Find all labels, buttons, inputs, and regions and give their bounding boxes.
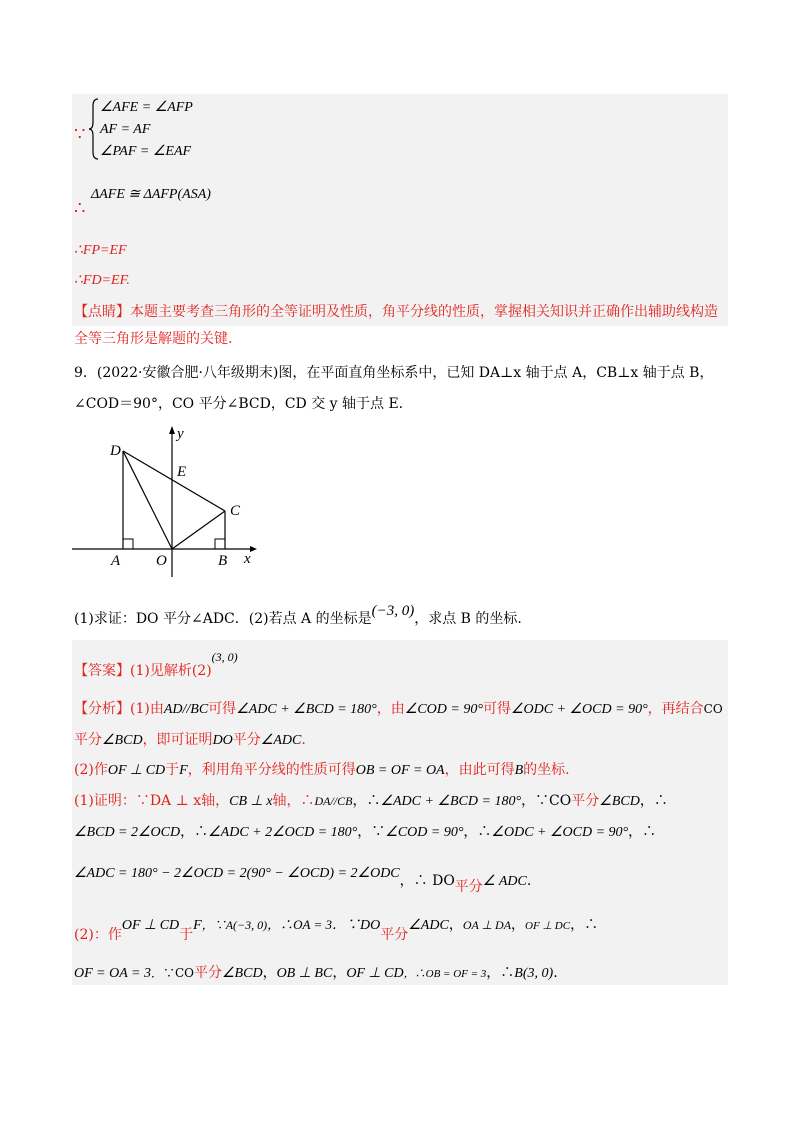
math: B(3, 0): [514, 966, 554, 981]
text: 平分: [232, 732, 261, 748]
label-y: y: [177, 426, 184, 442]
math: OB = OF = OA: [355, 763, 445, 778]
text: 轴，: [201, 793, 230, 809]
label-d: D: [110, 443, 121, 459]
text: 轴，∴: [272, 793, 315, 809]
dianjing-line-2: 全等三角形是解题的关键.: [74, 331, 233, 347]
math: DO: [212, 733, 233, 748]
text: 平分: [454, 879, 483, 895]
math: ∠ADC + ∠BCD = 180°: [236, 702, 377, 717]
x-axis-arrow: [250, 546, 257, 552]
math: ∠ADC + ∠BCD = 180°: [380, 794, 522, 809]
math: ，∴OB = OF = 3: [403, 968, 487, 980]
text: .: [553, 965, 558, 981]
math: OF = OA = 3: [74, 966, 151, 981]
text: (2)作: [74, 762, 108, 778]
text: (1)证明：∵DA ⊥ x: [74, 793, 202, 809]
math: ∠BCD: [222, 966, 263, 981]
solution-line-4: [74, 914, 599, 943]
text: 平分: [571, 793, 600, 809]
text: 可得: [208, 701, 237, 717]
analysis-line-2: [74, 729, 306, 749]
brace-icon: [88, 98, 100, 160]
y-axis-arrow: [169, 426, 175, 434]
text: ．∵CO: [150, 966, 194, 980]
right-angle-a: [123, 539, 133, 549]
math: ∠ ADC: [482, 874, 527, 889]
math: ∠ADC + 2∠OCD = 180°: [208, 825, 358, 840]
sub-question: [74, 603, 522, 628]
text: ，∴: [570, 917, 599, 933]
sub-question-text-b: ，求点 B 的坐标.: [414, 611, 522, 627]
line-fp-ef: ∴FP=EF: [74, 243, 127, 258]
math: OB ⊥ BC: [276, 966, 333, 981]
math: F: [179, 763, 188, 778]
solution-line-3: [74, 862, 532, 895]
text: ，∴: [628, 824, 657, 840]
text: ，再结合: [647, 701, 704, 717]
text: ，由: [376, 701, 405, 717]
math: AD//BC: [163, 702, 209, 717]
math: ，∵A(−3, 0): [201, 918, 268, 932]
label-e: E: [177, 464, 187, 480]
text: ，∴: [486, 965, 515, 981]
math: ∠BCD: [102, 733, 143, 748]
text: 可得: [482, 701, 511, 717]
text: 于: [165, 762, 180, 778]
text: 的坐标.: [523, 762, 570, 778]
answer-text: (1)见解析(2): [130, 663, 212, 679]
answer-tag: 【答案】: [74, 663, 130, 679]
text: ，: [332, 965, 347, 981]
math: ∠ADC: [260, 733, 302, 748]
label-a: A: [111, 553, 121, 569]
math: CO: [703, 702, 723, 716]
coord-a: (−3, 0): [371, 603, 415, 619]
label-c: C: [230, 503, 241, 519]
condition-2: AF = AF: [100, 122, 151, 137]
math: DA//CB: [314, 794, 353, 808]
therefore-symbol: ∴: [74, 198, 86, 219]
math: OA ⊥ DA: [462, 918, 512, 932]
text: ，由此可得: [444, 762, 515, 778]
text: ，利用角平分线的性质可得: [187, 762, 356, 778]
label-x: x: [244, 551, 251, 567]
text: (1)由: [130, 701, 164, 717]
math: ∠BCD = 2∠OCD: [74, 825, 181, 840]
math: CB ⊥ x: [229, 794, 273, 809]
text: ，∵CO: [521, 793, 572, 809]
condition-1: ∠AFE = ∠AFP: [100, 100, 193, 115]
question-line-1: 9．(2022·安徽合肥·八年级期末)图，在平面直角坐标系中，已知 DA⊥x 轴于点 A，CB⊥x 轴于点 B，: [74, 365, 714, 381]
text: ，∴: [639, 793, 668, 809]
text: ，: [511, 917, 526, 933]
math: ∠COD = 90°: [385, 825, 464, 840]
text: ，∵: [357, 824, 386, 840]
math: ∠COD = 90°: [404, 702, 483, 717]
text: .: [526, 873, 532, 889]
sub-question-text-a: (1)求证：DO 平分∠ADC．(2)若点 A 的坐标是: [74, 611, 372, 627]
text: ，即可证明: [142, 732, 213, 748]
answer-line: [74, 650, 238, 680]
math: ∠ADC = 180° − 2∠OCD = 2(90° − ∠OCD) = 2∠ODC: [74, 866, 400, 881]
text: ，∴: [180, 824, 209, 840]
math: F: [193, 918, 202, 933]
segment-oc: [172, 511, 225, 549]
analysis-line-1: [74, 698, 723, 718]
because-symbol: ∵: [74, 124, 86, 145]
math: ∠ODC + ∠OCD = 90°: [491, 825, 629, 840]
text: ，: [448, 917, 463, 933]
math: ∠ODC + ∠OCD = 90°: [510, 702, 648, 717]
coordinate-figure: [70, 422, 260, 582]
dianjing-line-1: [74, 301, 718, 321]
math: OF ⊥ DC: [525, 920, 571, 932]
congruence-conditions: [100, 97, 193, 163]
text: 于: [179, 927, 194, 943]
math: OF ⊥ CD: [121, 918, 180, 933]
congruence-statement: ΔAFE ≅ ΔAFP(ASA): [91, 187, 211, 202]
solution-line-5: [74, 962, 558, 982]
question-line-2: ∠COD＝90°，CO 平分∠BCD，CD 交 y 轴于点 E.: [74, 396, 404, 412]
text: ，: [262, 965, 277, 981]
line-fd-ef: ∴FD=EF.: [74, 273, 130, 288]
analysis-line-3: [74, 759, 570, 779]
answer-coord: (3, 0): [211, 650, 238, 664]
label-o: O: [156, 553, 167, 569]
condition-3: ∠PAF = ∠EAF: [100, 144, 192, 159]
text: ，∴: [463, 824, 492, 840]
solution-line-1: [74, 790, 668, 810]
solution-line-2: [74, 821, 656, 841]
math: OF ⊥ CD: [346, 966, 404, 981]
math: OF ⊥ CD: [107, 763, 166, 778]
analysis-tag: 【分析】: [74, 701, 130, 717]
label-b: B: [218, 553, 228, 569]
math: ∠BCD: [599, 794, 640, 809]
text: 平分: [74, 732, 102, 748]
text: ，∴ DO: [399, 873, 455, 889]
text: ，∴: [352, 793, 381, 809]
right-angle-b: [215, 539, 225, 549]
math: ，∴OA = 3: [267, 917, 333, 932]
text: 平分: [380, 927, 409, 943]
text: (2)：作: [74, 927, 122, 943]
text: 平分: [194, 965, 222, 981]
text: .: [301, 732, 306, 748]
math: B: [514, 763, 524, 778]
dianjing-text-1: 本题主要考查三角形的全等证明及性质，角平分线的性质，掌握相关知识并正确作出辅助线构造: [130, 304, 718, 320]
math: ．∵DO: [332, 918, 381, 933]
dianjing-tag: 【点睛】: [74, 304, 130, 320]
math: ∠ADC: [408, 918, 449, 933]
